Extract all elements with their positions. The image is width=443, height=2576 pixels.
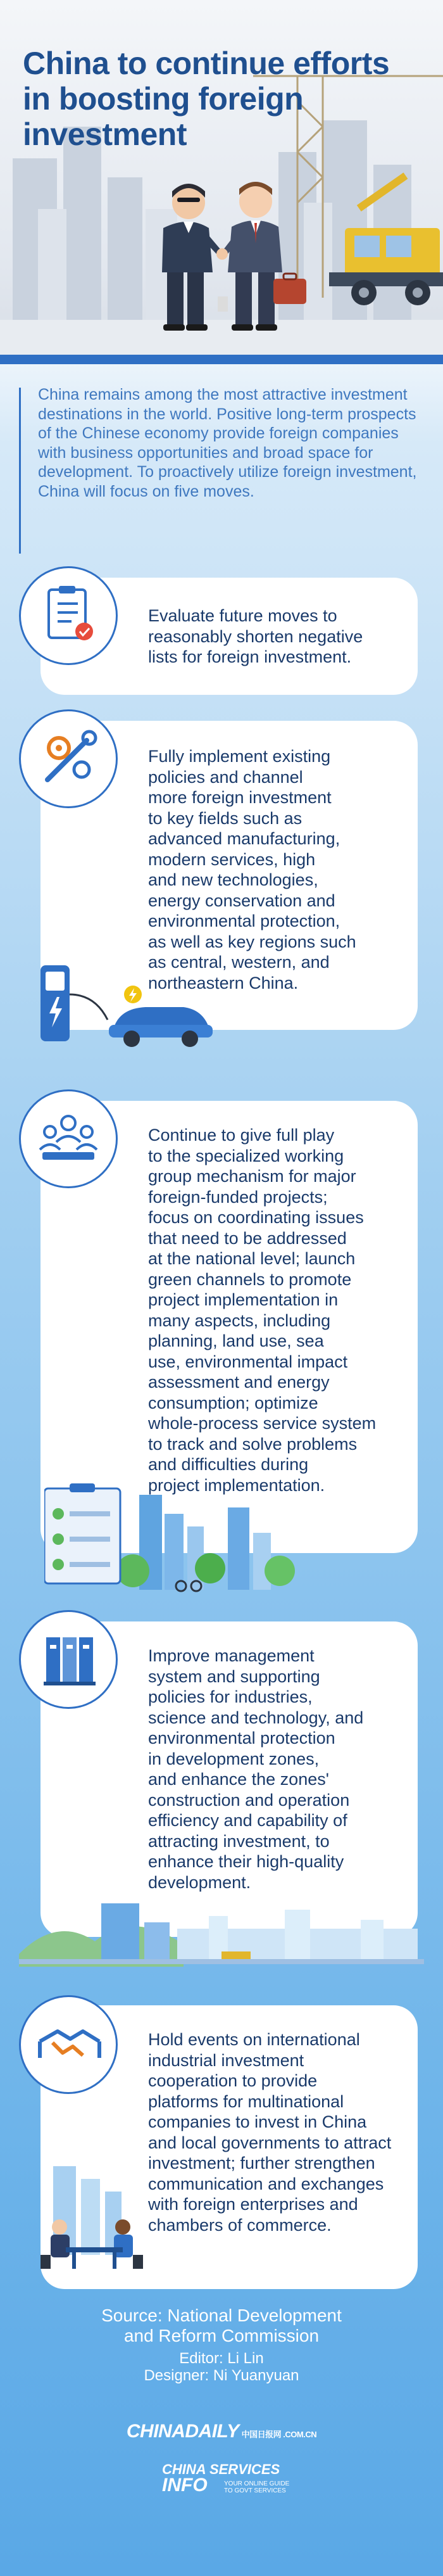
move-text (148, 1125, 376, 1495)
text-line: Improve management (148, 1646, 315, 1665)
source-line: and Reform Commission (123, 2326, 320, 2345)
text-line: group mechanism for major (148, 1167, 356, 1186)
text-line: industrial investment (148, 2050, 304, 2070)
text-line: foreign-funded projects; (148, 1187, 328, 1207)
text-line: chambers of commerce. (148, 2215, 332, 2235)
text-line: construction and operation (148, 1790, 350, 1810)
text-line: and local governments to attract (148, 2133, 392, 2152)
text-line: Evaluate future moves to (148, 606, 337, 625)
text-line: environmental protection (148, 1729, 335, 1748)
text-line: to key fields such as (148, 808, 303, 828)
text-line: Fully implement existing (148, 747, 331, 766)
cs-logo-line2: INFO (162, 2475, 208, 2496)
hero-banner (0, 0, 443, 364)
intro-text: China remains among the most attractive investment destinations in the world. Positive long-term prospects of the Chinese economy provide foreign companies with business opportunities and broad space for development. To proactively utilize foreign investment, China will focus on five moves. (38, 386, 417, 500)
title-line: investment (23, 117, 187, 152)
china-services-info-logo[interactable] (162, 2463, 289, 2494)
working-group-icon (19, 1089, 118, 1188)
text-line: communication and exchanges (148, 2174, 384, 2193)
text-line: with foreign enterprises and (148, 2195, 358, 2214)
text-line: reasonably shorten negative (148, 626, 363, 646)
text-line: policies for industries, (148, 1687, 313, 1706)
cs-logo-line1: CHINA SERVICES (162, 2461, 280, 2477)
text-line: efficiency and capability of (148, 1811, 347, 1830)
source-line: Source: National Development (101, 2306, 342, 2325)
text-line: more foreign investment (148, 788, 332, 807)
text-line: use, environmental impact (148, 1352, 348, 1371)
text-line: companies to invest in China (148, 2112, 367, 2131)
text-line: planning, land use, sea (148, 1331, 324, 1350)
text-line: project implementation. (148, 1475, 325, 1495)
city-checklist-illustration (44, 1469, 310, 1596)
text-line: to track and solve problems (148, 1434, 358, 1454)
text-line: investment; further strengthen (148, 2154, 375, 2173)
text-line: focus on coordinating issues (148, 1208, 364, 1227)
chinadaily-domain: 中国日报网 .COM.CN (241, 2430, 317, 2439)
hero-divider (0, 355, 443, 364)
text-line: Continue to give full play (148, 1126, 335, 1145)
documents-folder-icon (19, 1610, 118, 1709)
text-line: development. (148, 1872, 251, 1892)
text-line: platforms for multinational (148, 2091, 344, 2111)
text-line: assessment and energy (148, 1373, 330, 1392)
chinadaily-logo[interactable] (0, 2421, 443, 2442)
text-line: environmental protection, (148, 911, 340, 930)
text-line: that need to be addressed (148, 1228, 347, 1248)
text-line: advanced manufacturing, (148, 829, 340, 848)
text-line: consumption; optimize (148, 1393, 318, 1412)
wrench-gear-icon (19, 709, 118, 808)
text-line: project implementation in (148, 1290, 339, 1309)
meeting-illustration (28, 2160, 180, 2274)
text-line: in development zones, (148, 1749, 320, 1768)
handshake-icon (19, 1995, 118, 2094)
text-line: as well as key regions such (148, 932, 356, 951)
text-line: to the specialized working (148, 1146, 344, 1165)
text-line: energy conservation and (148, 891, 335, 910)
text-line: northeastern China. (148, 973, 299, 993)
text-line: many aspects, including (148, 1310, 331, 1330)
footer-credits (0, 2306, 443, 2384)
move-text (148, 606, 363, 668)
designer-credit: Designer: Ni Yuanyuan (144, 2367, 299, 2384)
clipboard-checklist-icon (19, 566, 118, 665)
title-line: China to continue efforts (23, 46, 390, 81)
editor-credit: Editor: Li Lin (179, 2350, 264, 2367)
text-line: lists for foreign investment. (148, 647, 352, 666)
text-line: science and technology, and (148, 1708, 364, 1727)
text-line: Hold events on international (148, 2030, 360, 2049)
ev-charging-illustration (38, 956, 228, 1051)
text-line: and new technologies, (148, 870, 318, 889)
chinadaily-wordmark: CHINADAILY (126, 2421, 239, 2442)
text-line: attracting investment, to (148, 1831, 330, 1851)
title-line: in boosting foreign (23, 81, 304, 117)
cs-logo-tagline: YOUR ONLINE GUIDE TO GOVT SERVICES (224, 2480, 290, 2494)
text-line: whole-process service system (148, 1414, 377, 1433)
text-line: modern services, high (148, 849, 316, 869)
text-line: as central, western, and (148, 953, 330, 972)
intro-accent-line (19, 388, 21, 554)
text-line: system and supporting (148, 1666, 320, 1686)
text-line: and difficulties during (148, 1455, 309, 1474)
text-line: at the national level; launch (148, 1249, 356, 1268)
text-line: enhance their high-quality (148, 1852, 344, 1871)
text-line: and enhance the zones' (148, 1770, 329, 1789)
page-title (23, 46, 402, 152)
move-text (148, 1646, 363, 1893)
text-line: cooperation to provide (148, 2071, 318, 2090)
text-line: green channels to promote (148, 1269, 352, 1289)
text-line: policies and channel (148, 767, 303, 787)
development-zone-illustration (19, 1891, 424, 1967)
